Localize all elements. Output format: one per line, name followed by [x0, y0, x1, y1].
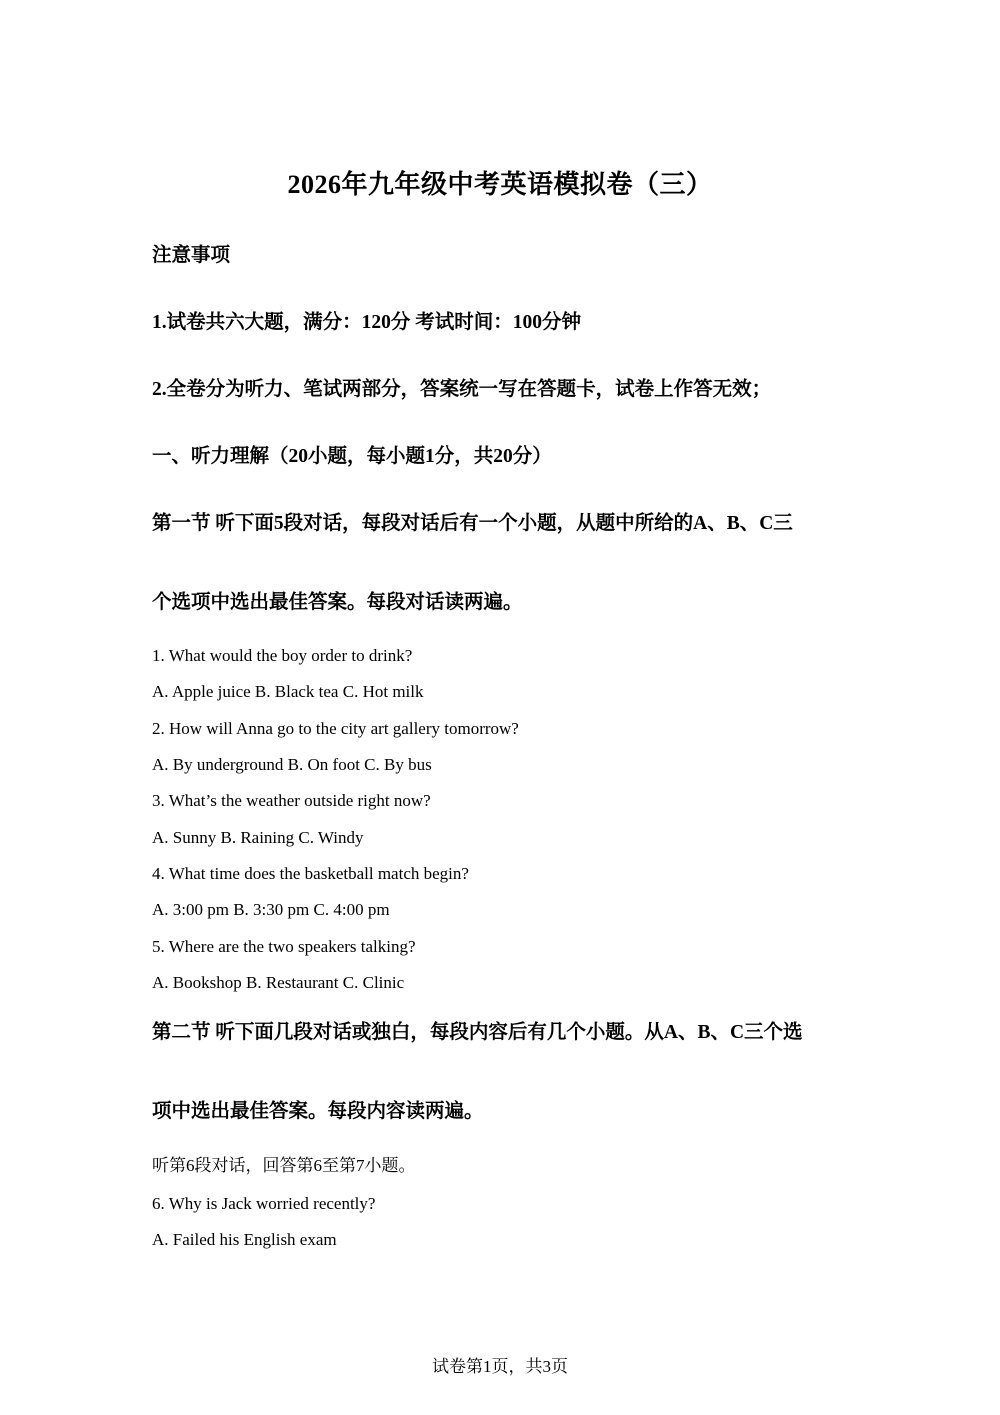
section1-instruction-line1: 第一节 听下面5段对话，每段对话后有一个小题，从题中所给的A、B、C三: [152, 513, 793, 534]
question-6: 6. Why is Jack worried recently?: [152, 1194, 376, 1213]
part1-heading: 一、听力理解（20小题，每小题1分，共20分）: [152, 446, 552, 467]
dialogue-6-intro: 听第6段对话，回答第6至第7小题。: [152, 1156, 416, 1175]
section2-instruction-line1: 第二节 听下面几段对话或独白，每段内容后有几个小题。从A、B、C三个选: [152, 1022, 803, 1043]
section2-instruction-line2: 项中选出最佳答案。每段内容读两遍。: [152, 1101, 484, 1122]
exam-title: 2026年九年级中考英语模拟卷（三）: [287, 170, 713, 199]
question-5-options: A. Bookshop B. Restaurant C. Clinic: [152, 973, 405, 992]
page-footer: 试卷第1页，共3页: [432, 1357, 568, 1376]
question-1: 1. What would the boy order to drink?: [152, 646, 413, 665]
question-1-options: A. Apple juice B. Black tea C. Hot milk: [152, 682, 424, 701]
question-3: 3. What’s the weather outside right now?: [152, 791, 431, 810]
question-2: 2. How will Anna go to the city art gallery tomorrow?: [152, 719, 519, 738]
question-4: 4. What time does the basketball match begin?: [152, 864, 469, 883]
notice-item-2: 2.全卷分为听力、笔试两部分，答案统一写在答题卡，试卷上作答无效；: [152, 379, 772, 400]
question-5: 5. Where are the two speakers talking?: [152, 937, 416, 956]
question-4-options: A. 3:00 pm B. 3:30 pm C. 4:00 pm: [152, 900, 390, 919]
question-6-option-a: A. Failed his English exam: [152, 1230, 337, 1249]
notice-heading: 注意事项: [152, 245, 231, 266]
question-2-options: A. By underground B. On foot C. By bus: [152, 755, 432, 774]
question-3-options: A. Sunny B. Raining C. Windy: [152, 828, 364, 847]
notice-item-1: 1.试卷共六大题，满分：120分 考试时间：100分钟: [152, 312, 582, 333]
section1-instruction-line2: 个选项中选出最佳答案。每段对话读两遍。: [152, 592, 523, 613]
